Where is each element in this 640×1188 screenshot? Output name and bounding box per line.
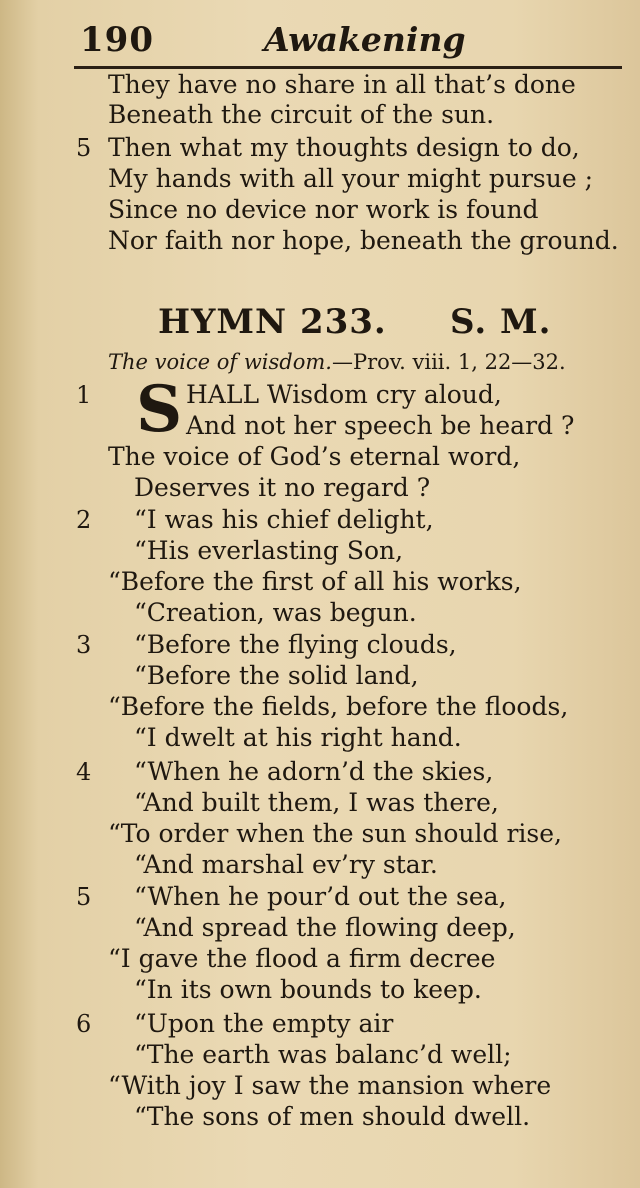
stanza-line: “When he adorn’d the skies, <box>134 757 494 786</box>
previous-hymn-line: Since no device nor work is found <box>108 195 539 224</box>
previous-hymn-line: Nor faith nor hope, beneath the ground. <box>108 226 619 255</box>
stanza-line: “His everlasting Son, <box>134 536 404 565</box>
hymn-meter: S. M. <box>450 302 552 342</box>
previous-hymn-line: Then what my thoughts design to do, <box>108 133 580 162</box>
stanza-line: “The earth was balanc’d well; <box>134 1040 512 1069</box>
page-header <box>74 18 622 64</box>
stanza-line: “Before the solid land, <box>134 661 419 690</box>
stanza-line: And not her speech be heard ? <box>186 411 575 440</box>
stanza-line: “With joy I saw the mansion where <box>108 1071 552 1100</box>
stanza-number: 6 <box>76 1010 92 1038</box>
hymn-theme: The voice of wisdom. <box>108 350 332 374</box>
stanza-line: “Creation, was begun. <box>134 598 417 627</box>
drop-cap: S <box>136 372 183 447</box>
stanza-number: 5 <box>76 134 92 162</box>
stanza-line: “Before the fields, before the floods, <box>108 692 569 721</box>
stanza-line: “To order when the sun should rise, <box>108 819 562 848</box>
scripture-reference: —Prov. viii. 1, 22—32. <box>331 350 566 374</box>
stanza-line: “I gave the flood a firm decree <box>108 944 496 973</box>
stanza-line: “When he pour’d out the sea, <box>134 882 507 911</box>
stanza-number: 2 <box>76 506 92 534</box>
hymn-title: HYMN 233. <box>158 302 387 342</box>
stanza-line: “Before the flying clouds, <box>134 630 457 659</box>
stanza-number: 4 <box>76 758 92 786</box>
stanza-number: 3 <box>76 631 92 659</box>
stanza-line: The voice of God’s eternal word, <box>108 442 521 471</box>
stanza-line: “I dwelt at his right hand. <box>134 723 462 752</box>
stanza-line: “And built them, I was there, <box>134 788 499 817</box>
running-title: Awakening <box>264 20 466 59</box>
stanza-line: “And spread the flowing deep, <box>134 913 516 942</box>
header-rule <box>74 66 622 69</box>
previous-hymn-line: My hands with all your might pursue ; <box>108 164 594 193</box>
previous-hymn-line: Beneath the circuit of the sun. <box>108 100 495 129</box>
stanza-line: “Upon the empty air <box>134 1009 394 1038</box>
stanza-line: “I was his chief delight, <box>134 505 434 534</box>
stanza-number: 1 <box>76 381 92 409</box>
stanza-number: 5 <box>76 883 92 911</box>
previous-hymn-line: They have no share in all that’s done <box>108 70 576 99</box>
stanza-line: “The sons of men should dwell. <box>134 1102 531 1131</box>
stanza-line: “In its own bounds to keep. <box>134 975 482 1004</box>
page-number: 190 <box>80 20 154 60</box>
stanza-line: “Before the first of all his works, <box>108 567 522 596</box>
stanza-line: HALL Wisdom cry aloud, <box>186 380 502 409</box>
stanza-line: Deserves it no regard ? <box>134 473 431 502</box>
stanza-line: “And marshal ev’ry star. <box>134 850 438 879</box>
